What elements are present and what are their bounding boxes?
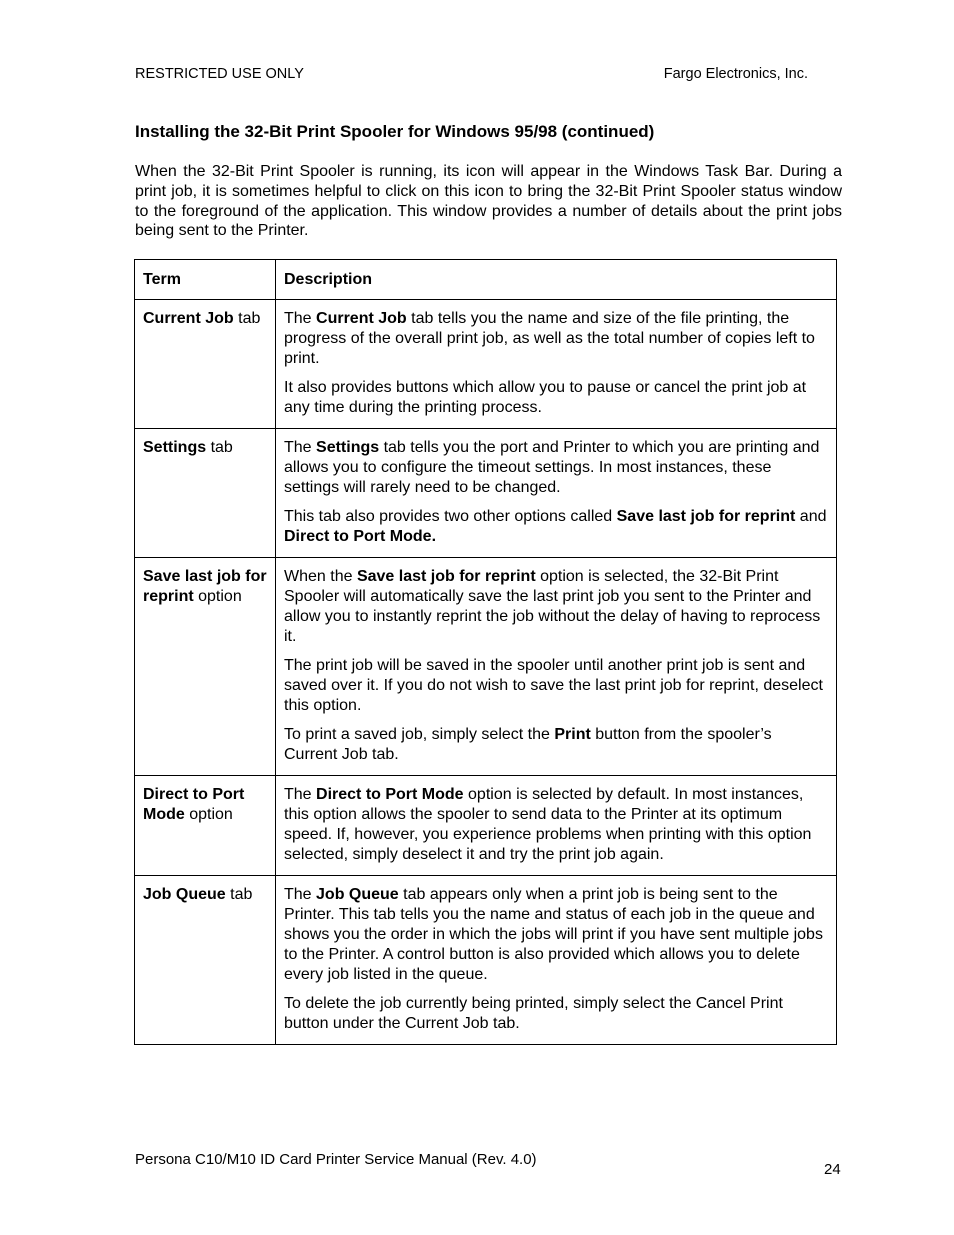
body-text: tab tells you the name and size of the file printing, the progress of the overall print job, as well as the total number of copies left to print. [284,310,815,367]
term-column-header: Term [135,260,276,300]
table-row [135,300,837,429]
description-paragraph [284,309,828,369]
term-name: Job Queue [143,886,226,903]
body-text: When the [284,568,357,585]
body-text: The [284,310,317,327]
description-cell [276,429,837,558]
body-text: The print job will be saved in the spooler until another print job is sent and saved over it. If you do not wish to save the last print job for reprint, deselect this option. [284,657,823,714]
description-paragraph [284,656,828,716]
emphasized-text: Save last job for reprint [616,508,796,525]
body-text: option is selected, the 32-Bit Print Spooler will automatically save the last print job you sent to the Printer and allow you to instantly reprint the job without the delay of having to reprocess it. [284,568,821,645]
description-paragraph [284,725,828,765]
emphasized-text: Direct to Port Mode. [284,528,437,545]
description-paragraph [284,567,828,647]
description-cell [276,776,837,876]
table-body [135,300,837,1045]
description-paragraph [284,994,828,1034]
body-text: The [284,786,317,803]
term-cell [135,776,276,876]
description-paragraph [284,378,828,418]
body-text: It also provides buttons which allow you to pause or cancel the print job at any time during the printing process. [284,379,807,416]
emphasized-text: Direct to Port Mode [316,786,464,803]
term-type: option [193,588,242,605]
body-text: The [284,439,317,456]
header-right-text: Fargo Electronics, Inc. [663,66,808,82]
term-cell [135,300,276,429]
body-text: tab appears only when a print job is being sent to the Printer. This tab tells you the name and status of each job in the queue and shows you the order in which the jobs will print if you have sent multiple jobs to the Printer. A control button is also provided which allows you to delete every job listed in the queue. [284,886,823,983]
emphasized-text: Save last job for reprint [356,568,536,585]
terms-table [134,259,837,1045]
term-name: Current Job [143,310,234,327]
emphasized-text: Current Job [316,310,407,327]
body-text: button from the spooler’s Current Job tab. [284,726,772,763]
body-text: To delete the job currently being printed, simply select the Cancel Print button under the Current Job tab. [284,995,783,1032]
body-text: To print a saved job, simply select the [284,726,555,743]
table-row [135,876,837,1045]
term-type: option [184,806,233,823]
term-name: Direct to Port Mode [143,786,245,823]
term-type: tab [233,310,261,327]
description-paragraph [284,885,828,985]
table-row [135,429,837,558]
term-name: Settings [143,439,207,456]
description-paragraph [284,438,828,498]
term-type: tab [225,886,253,903]
page-number: 24 [824,1161,841,1178]
description-paragraph [284,507,828,547]
term-name: Save last job for reprint [143,568,267,605]
header-left-text: RESTRICTED USE ONLY [135,66,304,82]
body-text: This tab also provides two other options called [284,508,617,525]
emphasized-text: Print [554,726,591,743]
description-column-header: Description [276,260,837,300]
footer-manual-title: Persona C10/M10 ID Card Printer Service Manual (Rev. 4.0) [135,1151,537,1168]
emphasized-text: Settings [316,439,380,456]
body-text: The [284,886,317,903]
term-cell [135,558,276,776]
description-cell [276,876,837,1045]
description-paragraph [284,785,828,865]
body-text: and [795,508,827,525]
body-text: tab tells you the port and Printer to which you are printing and allows you to configure the timeout settings. In most instances, these settings will rarely need to be changed. [284,439,820,496]
description-cell [276,558,837,776]
table-header-row [135,260,837,300]
description-cell [276,300,837,429]
table-row [135,558,837,776]
term-type: tab [206,439,233,456]
section-title: Installing the 32-Bit Print Spooler for Windows 95/98 (continued) [135,122,655,141]
term-cell [135,429,276,558]
intro-paragraph: When the 32-Bit Print Spooler is running, its icon will appear in the Windows Task Bar. During a print job, it is sometimes helpful to click on this icon to bring the 32-Bit Print Spooler status window to the foreground of the application. This window provides a number of details about the print jobs being sent to the Printer. [135,163,842,240]
term-cell [135,876,276,1045]
emphasized-text: Job Queue [316,886,399,903]
table-row [135,776,837,876]
body-text: option is selected by default. In most instances, this option allows the spooler to send data to the Printer at its optimum speed. If, however, you experience problems when printing with this option selected, simply deselect it and try the print job again. [284,786,812,863]
